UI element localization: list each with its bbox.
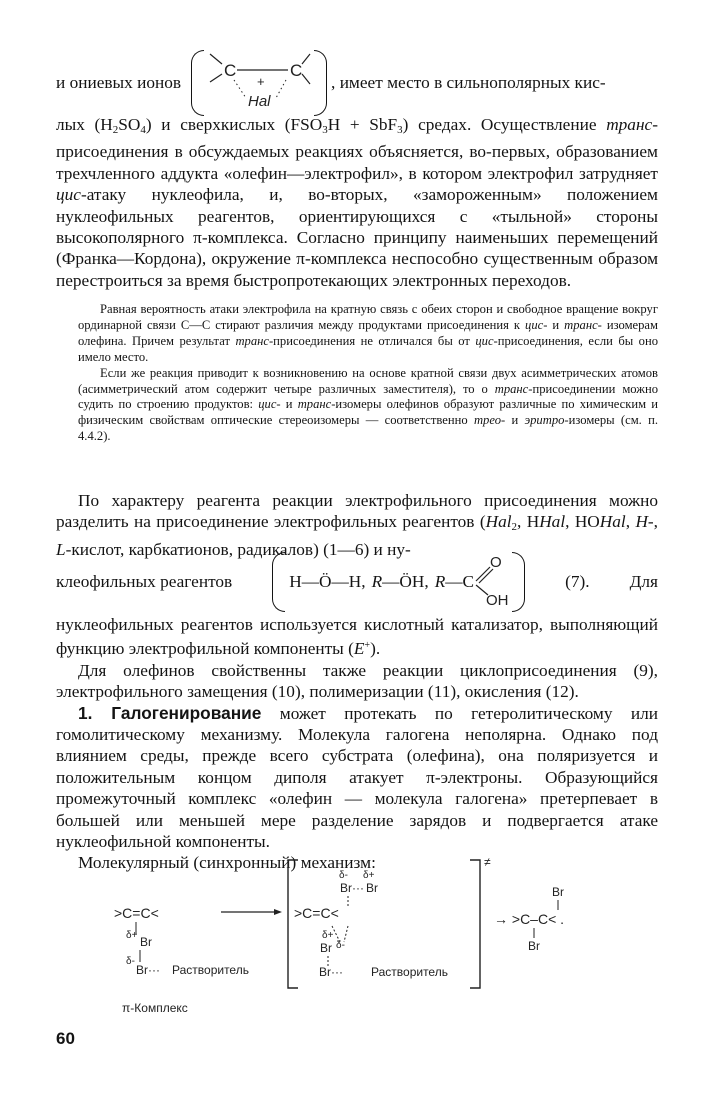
product-br-top: Br	[552, 885, 564, 899]
bromination-scheme	[56, 852, 666, 1022]
transition-state-mark: ≠	[484, 855, 491, 869]
nucleo-right: Для	[629, 572, 658, 592]
alcohol-formula: —ÖH,	[382, 572, 429, 592]
nucleophile-formula	[272, 552, 525, 612]
pi-complex-caption: π-Комплекс	[122, 1001, 188, 1015]
p1-b: SO	[118, 115, 141, 134]
ts-olefin: >C=C<	[294, 905, 339, 921]
nucleo-left: клеофильных реагентов	[56, 572, 233, 592]
ts-br-mid: Br	[320, 941, 332, 955]
carboxyl-group	[474, 553, 512, 611]
hydroxyl-oh: OH	[486, 592, 509, 609]
c-atom-right: C	[290, 61, 303, 80]
ts-br-top: Br···	[340, 881, 364, 895]
plus-charge: +	[257, 74, 265, 89]
intro-right: , имеет место в сильнополярных кис-	[331, 73, 606, 93]
water-formula: H—Ö—H,	[289, 572, 366, 592]
halonium-formula	[191, 50, 327, 116]
product-br-bottom: Br	[528, 939, 540, 953]
intro-left: и ониевых ионов	[56, 73, 182, 93]
left-br-1: Br	[140, 935, 152, 949]
p1-a: лых (H	[56, 115, 113, 134]
nucleophile-line	[56, 550, 658, 614]
acid-r: R	[434, 572, 446, 592]
equation-number: (7).	[565, 572, 590, 592]
ts-delta-plus-2: δ+	[322, 930, 334, 941]
acid-formula: —C	[445, 572, 475, 592]
carbonyl-o: O	[490, 554, 502, 571]
right-paren	[314, 50, 327, 116]
left-br-2: Br···	[136, 963, 160, 977]
ts-br-top-2: Br	[366, 881, 378, 895]
c-atom-left: C	[224, 61, 237, 80]
left-delta-plus: δ+	[126, 930, 138, 941]
ts-br-bottom: Br···	[319, 965, 343, 979]
p1-c-sub: 3	[322, 124, 328, 136]
small-print-block	[78, 302, 658, 445]
p1-c: ) и сверхкислых (FSO	[145, 115, 323, 134]
p1-d: H + SbF	[327, 115, 398, 134]
page-number: 60	[56, 1029, 75, 1048]
p1-a-sub: 2	[112, 124, 119, 136]
paragraph-5: 1. Галогенирование может протекать по гетеролитическому или гомолитическому механизму. Молекула галогена неполярна. Однако под влиянием среды, прежде всего субстрата (олефина), она поляризуется и положительным концом диполя атакует π-электроны. Образующийся промежуточный комплекс «олефин — молекула галогена» претерпевает в большей или меньшей мере разделение зарядов и подвергается атаке нуклеофильной компоненты.	[56, 702, 658, 852]
ts-solvent: Растворитель	[371, 965, 448, 979]
paragraph-2: По характеру реагента реакции электрофильного присоединения можно разделить на присоединение электрофильных реагентов (Hal$_2$, HHal, HOHal, H-, L-кислот, карбкатионов, радикалов) (1—6) и ну-	[56, 491, 658, 559]
small-paragraph-2: Если же реакция приводит к возникновению на основе кратной связи двух асимметрических атомов (асимметрический атом содержит четыре различных заместителя), то о транс-присоединении можно судить по строению продуктов: цис- и транс-изомеры олефинов образуют различные по химическим и физическим свойствам оптические стереоизомеры — соответственно трео- и эритро-изомеры (см. п. 4.4.2).	[78, 365, 659, 444]
paragraph-3: нуклеофильных реагентов используется кислотный катализатор, выполняющий функцию электрофильной компоненты (E+). Для олефинов свойственны также реакции циклоприсоединения (9), электрофильного замещения (10), полимеризации (11), окисления (12). 1. Галогенирование может протекать по гетеролитическому или гомолитическому механизму. Молекула галогена неполярна. Однако под влиянием среды, прежде всего субстрата (олефина), она поляризуется и положительным концом диполя атакует π-электроны. Образующийся промежуточный комплекс «олефин — молекула галогена» претерпевает в большей или меньшей мере разделение зарядов и подвергается атаке нуклеофильной компоненты. Молекулярный (синхронный) механизм:	[56, 615, 658, 873]
paragraph-4: Для олефинов свойственны также реакции циклоприсоединения (9), электрофильного замещения (10), полимеризации (11), окисления (12).	[56, 660, 658, 702]
intro-line	[56, 48, 658, 118]
hal-atom: Hal	[248, 93, 271, 110]
small-paragraph-1: Равная вероятность атаки электрофила на кратную связь с обеих сторон и свободное вращение вокруг ординарной связи C—C стирают различия между продуктами присоединения к цис- и транс- изомерам олефина. Причем результат транс-присоединения не отличался бы от цис-присоединения, если бы оно имело место.	[78, 302, 658, 364]
p1-e: ) средах. Осуществление	[402, 115, 597, 134]
alcohol-r: R	[371, 572, 383, 592]
paragraph-6: Молекулярный (синхронный) механизм:	[78, 853, 376, 873]
left-olefin: >C=C<	[114, 905, 159, 921]
p1-cis: цис	[56, 185, 81, 205]
left-delta-minus: δ-	[126, 956, 135, 967]
section-heading: 1. Галогенирование	[78, 702, 262, 723]
p1-rest2: -атаку нуклеофила, и, во-вторых, «замороженным» положением нуклеофильных реагентов, ориентирующихся с «тыльной» стороны высокополярного π-комплекса. Согласно принципу наименьших перемещений (Франка—Кордона), окружение π-комплекса неспособно существенным образом перестроиться за время быстропротекающих электронных переходов.	[56, 185, 658, 290]
ts-delta-minus: δ-	[339, 870, 348, 881]
left-solvent: Растворитель	[172, 963, 249, 977]
product-formula: → >C–C< .	[494, 911, 565, 927]
halonium-structure	[204, 50, 314, 116]
left-paren	[272, 552, 285, 612]
left-paren	[191, 50, 204, 116]
right-paren	[512, 552, 525, 612]
p1-trans: транс	[606, 115, 653, 134]
ts-delta-minus-2: δ-	[336, 940, 345, 951]
ts-delta-plus: δ+	[363, 870, 375, 881]
p1-rest: -присоединения в обсуждаемых реакциях объясняется, во-первых, образованием трехчленного аддукта «олефин—электрофил», в котором электрофил затрудняет	[56, 115, 658, 183]
paragraph-1	[56, 114, 658, 291]
p1-b-sub: 4	[140, 124, 146, 136]
p1-d-sub: 3	[397, 124, 403, 136]
